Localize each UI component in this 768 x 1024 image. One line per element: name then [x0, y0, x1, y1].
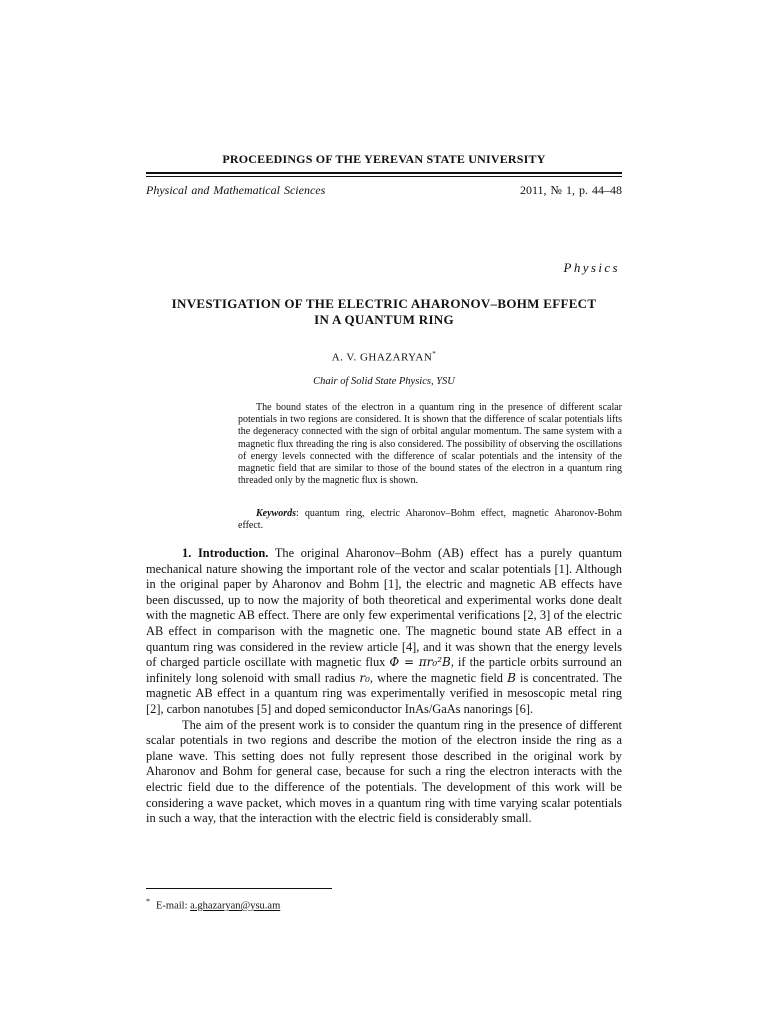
keywords-text: : quantum ring, electric Aharonov–Bohm effect, magnetic Aharonov-Bohm effect. — [238, 508, 622, 532]
footnote-mark: * — [146, 897, 150, 906]
formula-magnetic-flux: Φ = πr₀²B — [389, 655, 451, 670]
formula-radius: r₀ — [359, 670, 370, 685]
author-name: A. V. GHAZARYAN — [331, 351, 433, 364]
journal-title: PROCEEDINGS OF THE YEREVAN STATE UNIVERSITY — [222, 152, 546, 166]
footnote-label: E-mail: — [156, 900, 191, 912]
affiliation: Chair of Solid State Physics, YSU — [313, 376, 455, 387]
body-text — [146, 546, 622, 827]
author — [146, 350, 622, 364]
paragraph-1-text-b: , if the particle orbits surround an infinitely long solenoid with small radius — [146, 655, 622, 685]
footnote — [146, 897, 280, 912]
footnote-email-link[interactable]: a.ghazaryan@ysu.am — [190, 900, 281, 912]
journal-series: Physical and Mathematical Sciences — [146, 183, 326, 197]
paragraph-1-text-a: The original Aharonov–Bohm (AB) effect has a purely quantum mechanical nature showing the important role of the vector and scalar potentials [1]. Although in the original paper by Aharonov and Bohm [1], the electric and magnetic AB effects have been discussed, up to now the majority of both theoretical and experimental works done dealt with the magnetic AB effect. There are only few experimental verifications [2, 3] of the electric AB effect in comparison with the magnetic one. The magnetic bound state AB effect in a quantum ring was considered in the review article [4], and it was shown that the energy levels of charged particle oscillate with magnetic flux — [146, 546, 622, 670]
keywords-label: Keywords — [256, 508, 296, 519]
author-footnote-mark: * — [432, 350, 437, 358]
article-title-line-2: IN A QUANTUM RING — [314, 312, 454, 327]
abstract: The bound states of the electron in a quantum ring in the presence of different scalar potentials in two regions are considered. It is shown that the difference of scalar potentials lifts the degeneracy connected with the sign of orbital angular momentum. The same system with a magnetic flux threading the ring is also considered. The possibility of observing the oscillations of energy levels connected with the difference of scalar potentials and the intensity of the magnetic field that are similar to those of the bound states of the electron in a quantum ring threaded only by the magnetic flux is shown. — [238, 402, 622, 487]
header-rule-thick — [146, 172, 622, 174]
footnote-rule — [146, 888, 332, 889]
section-heading-introduction: 1. Introduction. — [182, 546, 269, 560]
formula-field: B — [507, 670, 516, 685]
article-title-line-1: INVESTIGATION OF THE ELECTRIC AHARONOV–BOHM EFFECT — [171, 296, 597, 311]
paragraph-1-text-c: , where the magnetic field — [369, 670, 508, 685]
journal-citation: 2011, № 1, p. 44–48 — [519, 183, 622, 197]
header-rule-thin — [146, 176, 622, 177]
keywords — [238, 508, 622, 532]
article-title — [146, 296, 622, 328]
paragraph-introduction — [146, 546, 622, 718]
section-label: Physics — [563, 260, 620, 275]
paragraph-1-text-d: is concentrated. The magnetic AB effect in a quantum ring was experimentally verified in mesoscopic metal ring [2], carbon nanotubes [5] and doped semiconductor InAs/GaAs nanorings [6]. — [146, 670, 622, 716]
paragraph-2: The aim of the present work is to consider the quantum ring in the presence of different scalar potentials in two regions and describe the motion of the electron inside the ring as a plane wave. This setting does not fully represent those described in the original work by Aharonov and Bohm for general case, because for such a ring the electron interacts with the electric field due to the difference of the potentials. The development of this work will be considering a wave packet, which moves in a quantum ring with time varying scalar potentials in such a way, that the interaction with the electric field is considerably small. — [146, 717, 622, 826]
